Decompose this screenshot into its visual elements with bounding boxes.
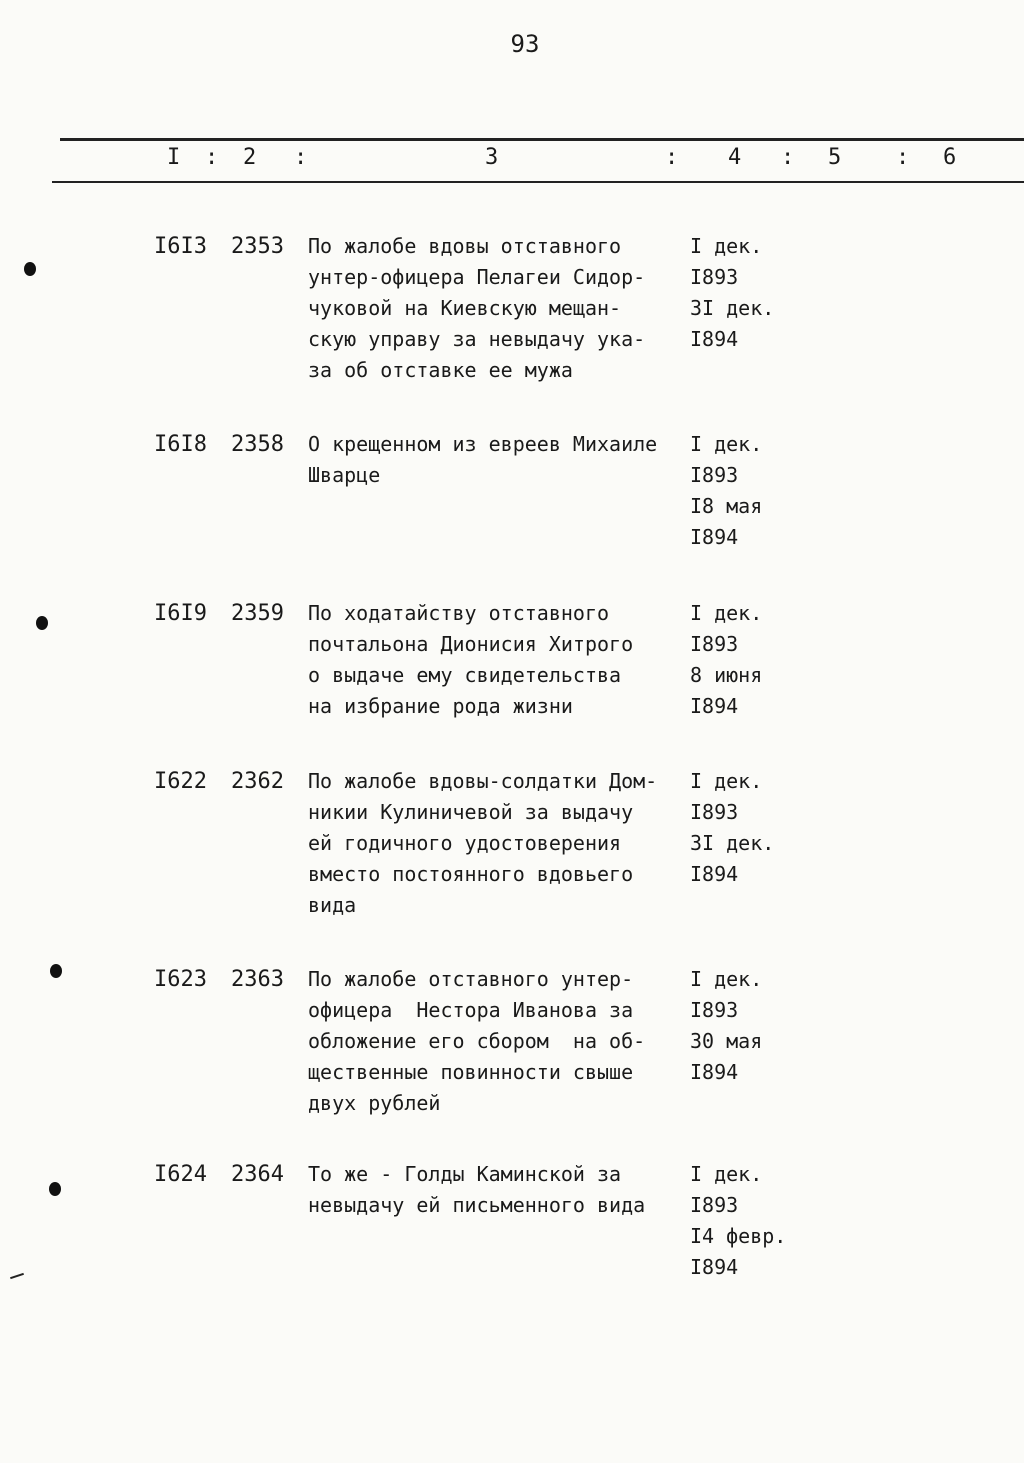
column-header-5: 5 — [828, 145, 842, 170]
date-line: 30 мая — [690, 1029, 763, 1053]
date-line: I дек. — [690, 432, 763, 456]
entry-fond-number: 2353 — [231, 234, 284, 259]
entry-number: I6I8 — [154, 432, 207, 457]
entry-dates — [690, 1159, 830, 1283]
entry-dates — [690, 231, 830, 355]
page-number: 93 — [510, 30, 540, 58]
date-line: I дек. — [690, 601, 763, 625]
punch-hole-mark — [50, 964, 62, 978]
column-separator: : — [294, 145, 308, 170]
margin-mark — [10, 1273, 24, 1279]
punch-hole-mark — [49, 1182, 61, 1196]
description-line: унтер-офицера Пелагеи Сидор- — [308, 265, 646, 289]
description-line: То же - Голды Каминской за — [308, 1162, 622, 1186]
description-line: невыдачу ей письменного вида — [308, 1193, 646, 1217]
entry-number: I6I9 — [154, 601, 207, 626]
entry-fond-number: 2364 — [231, 1162, 284, 1187]
column-separator: : — [205, 145, 219, 170]
entry-description — [308, 766, 698, 921]
date-line: I893 — [690, 265, 739, 289]
description-line: скую управу за невыдачу ука- — [308, 327, 646, 351]
description-line: щественные повинности свыше — [308, 1060, 634, 1084]
entry-description — [308, 429, 698, 491]
column-header-1: I — [167, 145, 181, 170]
date-line: I894 — [690, 862, 739, 886]
entry-number: I623 — [154, 967, 207, 992]
column-header-6: 6 — [943, 145, 957, 170]
entry-fond-number: 2358 — [231, 432, 284, 457]
date-line: I4 февр. — [690, 1224, 787, 1248]
entry-dates — [690, 766, 830, 890]
date-line: I дек. — [690, 769, 763, 793]
date-line: I894 — [690, 327, 739, 351]
entry-dates — [690, 429, 830, 553]
description-line: обложение его сбором на об- — [308, 1029, 646, 1053]
entry-description — [308, 964, 698, 1119]
entry-fond-number: 2362 — [231, 769, 284, 794]
punch-hole-mark — [24, 262, 36, 276]
column-separator: : — [665, 145, 679, 170]
entry-number: I6I3 — [154, 234, 207, 259]
date-line: I893 — [690, 632, 739, 656]
description-line: почтальона Дионисия Хитрого — [308, 632, 634, 656]
date-line: 8 июня — [690, 663, 763, 687]
description-line: чуковой на Киевскую мещан- — [308, 296, 622, 320]
description-line: о выдаче ему свидетельства — [308, 663, 622, 687]
column-header-2: 2 — [243, 145, 257, 170]
description-line: По жалобе вдовы-солдатки Дом- — [308, 769, 658, 793]
date-line: I893 — [690, 998, 739, 1022]
entry-fond-number: 2363 — [231, 967, 284, 992]
description-line: ей годичного удостоверения — [308, 831, 622, 855]
column-separator: : — [896, 145, 910, 170]
description-line: никии Кулиничевой за выдачу — [308, 800, 634, 824]
column-header-3: 3 — [485, 145, 499, 170]
date-line: 3I дек. — [690, 296, 775, 320]
table-top-rule — [60, 138, 1024, 141]
description-line: По жалобе отставного унтер- — [308, 967, 634, 991]
entry-dates — [690, 964, 830, 1088]
date-line: I дек. — [690, 1162, 763, 1186]
date-line: I дек. — [690, 234, 763, 258]
column-separator: : — [781, 145, 795, 170]
description-line: вместо постоянного вдовьего — [308, 862, 634, 886]
date-line: I894 — [690, 1060, 739, 1084]
date-line: I894 — [690, 1255, 739, 1279]
entry-description — [308, 598, 698, 722]
description-line: на избрание рода жизни — [308, 694, 573, 718]
description-line: По ходатайству отставного — [308, 601, 610, 625]
entry-number: I624 — [154, 1162, 207, 1187]
description-line: По жалобе вдовы отставного — [308, 234, 622, 258]
entry-description — [308, 231, 698, 386]
date-line: I8 мая — [690, 494, 763, 518]
date-line: I893 — [690, 1193, 739, 1217]
column-header-4: 4 — [728, 145, 742, 170]
entry-number: I622 — [154, 769, 207, 794]
date-line: 3I дек. — [690, 831, 775, 855]
date-line: I894 — [690, 525, 739, 549]
entry-fond-number: 2359 — [231, 601, 284, 626]
date-line: I893 — [690, 463, 739, 487]
description-line: вида — [308, 893, 357, 917]
description-line: О крещенном из евреев Михаиле — [308, 432, 658, 456]
date-line: I894 — [690, 694, 739, 718]
description-line: Шварце — [308, 463, 381, 487]
date-line: I893 — [690, 800, 739, 824]
date-line: I дек. — [690, 967, 763, 991]
description-line: офицера Нестора Иванова за — [308, 998, 634, 1022]
entry-dates — [690, 598, 830, 722]
punch-hole-mark — [36, 616, 48, 630]
description-line: за об отставке ее мужа — [308, 358, 573, 382]
column-header-row — [0, 145, 1024, 179]
entry-description — [308, 1159, 698, 1221]
description-line: двух рублей — [308, 1091, 441, 1115]
table-header-rule — [52, 181, 1024, 183]
